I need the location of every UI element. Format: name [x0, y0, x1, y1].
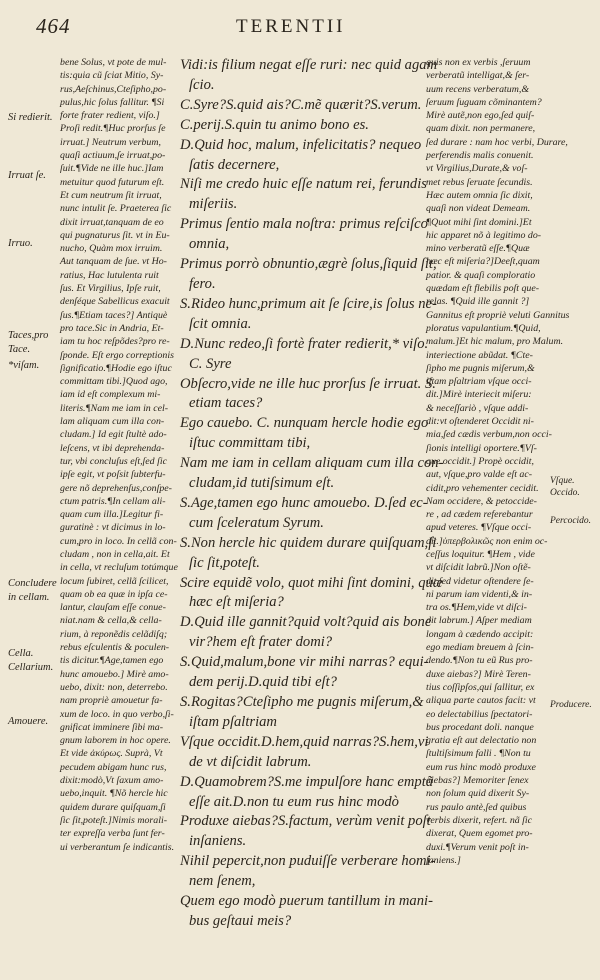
margin-note: Vſque.: [550, 476, 575, 486]
verse-line: D.Nunc redeo,ſi fortè frater redierit,* viſo.: [180, 335, 429, 352]
commentary-line: verbis dixerit, refert. nã ſic: [426, 814, 533, 826]
commentary-line: lam aliquam cum illa con-: [60, 416, 165, 428]
commentary-line: Gannitus eſt propriè veluti Gannitus: [426, 309, 570, 321]
verse-line: miſeriis.: [189, 196, 238, 213]
commentary-line: hæc eſt miſeria?]Deeſt,quam: [426, 256, 540, 268]
running-head: TERENTII: [236, 16, 346, 37]
commentary-line: guratinè : vt dicimus in lo-: [60, 522, 166, 534]
commentary-line: ni parum iam videnti,& in-: [426, 588, 533, 600]
commentary-line: mia,ſed cædis verbum,non occi-: [426, 429, 552, 441]
commentary-line: ego mediam breuem à ſcin-: [426, 642, 534, 654]
verse-line: Vidi:is filium negat eſſe ruri: nec quid agam: [180, 57, 438, 73]
commentary-line: re , ad cædem referebantur: [426, 509, 533, 521]
verse-line: Vſque occidit.D.hem,quid narras?S.hem,vi: [180, 733, 429, 750]
commentary-line: que occidit.] Propè occidit,: [426, 455, 534, 467]
commentary-line: duxi.¶Verum venit poſt in-: [426, 841, 529, 853]
commentary-line: bene Solus, vt pote de mul-: [60, 57, 167, 68]
commentary-line: ſus. Et Virgilius, Ipſe ruit,: [60, 283, 161, 295]
verse-line: etiam taces?: [189, 395, 263, 412]
commentary-line: uebo,inquit. ¶Nõ hercle hic: [60, 788, 168, 800]
commentary-line: ſaniens.]: [426, 854, 461, 866]
commentary-line: dit.]ὑπερβολικῶς non enim oc-: [426, 535, 548, 547]
commentary-line: aliqua parte cautos facit: vt: [426, 695, 536, 707]
verse-line: iſtam pſaltriam: [189, 713, 277, 730]
commentary-line: quis non ex verbis ,ſeruum: [426, 57, 531, 68]
margin-note: Amouere.: [8, 716, 49, 727]
commentary-line: rus paulo antè,ſed quibus: [426, 801, 527, 813]
verse-line: Produxe aiebas?S.factum, verùm venit poſt: [180, 813, 431, 830]
page-header: [0, 14, 600, 50]
commentary-line: in cella, vt recluſum totúmque: [60, 562, 178, 574]
commentary-line: hunc amouebo.] Mirè amo-: [60, 668, 169, 680]
commentary-line: cludam , non in cella,ait. Et: [60, 548, 170, 560]
commentary-line: iam id eſt complexum mi-: [60, 389, 161, 401]
commentary-line: dixit irruat,tanquam de eo: [60, 216, 164, 228]
commentary-line: cidit,pro vehementer cecidit.: [426, 482, 539, 494]
commentary-line: xum de loco. in quo verbo,ſi-: [60, 708, 174, 720]
commentary-line: dit labrum.] Aſper mediam: [426, 615, 532, 627]
commentary-line: gnum laborem in hoc opere.: [60, 735, 171, 747]
commentary-line: Et vide ἀκύρως. Suprà, Vt: [60, 748, 163, 760]
commentary-line: uebo, dixit: non, deterrebo.: [60, 681, 168, 693]
commentary-line: duxe aiebas?] Mirè Teren-: [426, 668, 531, 680]
commentary-line: rus,Aeſchinus,Cteſipho,po-: [60, 83, 167, 95]
commentary-line: ſeruum ſuguam cõminantem?: [426, 96, 542, 108]
verse-line: hæc eſt miſeria?: [189, 594, 284, 611]
commentary-line: ſic ſit,poteſt.]Nimis morali-: [60, 814, 167, 826]
commentary-line: mino verberatũ eſſe.¶Quæ: [426, 243, 530, 255]
commentary-line: gere nõ deprehenſus,conſpe-: [60, 482, 172, 494]
commentary-line: tur, vbi concluſus eſt,ſed ſic: [60, 455, 167, 467]
margin-note: Percocido.: [550, 516, 592, 526]
commentary-line: eo delectabilius ſpectatori-: [426, 708, 533, 720]
verse-line: cum ſceleratum Syrum.: [189, 514, 324, 531]
verse-line: C.perij.S.quin tu animo bono es.: [180, 116, 369, 133]
commentary-line: aut, vſque,pro valde eſt ac-: [426, 469, 533, 481]
commentary-line: non ſolum quid dixerit Sy-: [426, 788, 530, 800]
margin-note: Irruat ſe.: [8, 170, 46, 181]
commentary-line: Hæc autem omnia ſic dixit,: [426, 189, 533, 201]
commentary-line: ſuit.¶Vide ne ille huc.]Iam: [60, 163, 164, 175]
commentary-line: vt diſcidit labrũ.]Non oſtẽ-: [426, 562, 531, 574]
commentary-line: nunc intulit ſe. Praeterea ſic: [60, 203, 172, 215]
commentary-line: ceſſus loquitur. ¶Hem , vide: [426, 548, 535, 560]
commentary-line: dit.]Mirè interiecit miſeru:: [426, 389, 532, 401]
verse-line: S.Rogitas?Cteſipho me pugnis miſerum,&: [180, 694, 424, 710]
commentary-line: bus procedant doli. nanque: [426, 721, 534, 733]
verse-line: fero.: [189, 275, 216, 292]
verse-line: C. Syre: [189, 355, 232, 372]
verse-line: Quem ego modò puerum tantillum in mani-: [180, 893, 433, 910]
margin-note: Occido.: [550, 488, 580, 498]
verse-line: Scire equidẽ volo, quot mihi ſint domini, quæ: [180, 574, 443, 591]
margin-note: Cella.: [8, 648, 34, 659]
commentary-line: ¶Quot mihi ſint domini.]Et: [426, 216, 532, 228]
commentary-line: dit:vt oſtenderet Occidit ni-: [426, 416, 534, 428]
commentary-line: quam cum illa.]Legitur fi-: [60, 509, 164, 521]
commentary-line: tius coſſipſos,qui ſallitur, ex: [426, 681, 535, 693]
commentary-line: pecudem abigam hunc rus,: [60, 761, 167, 773]
commentary-line: malum.]Et hic malum, pro Malum.: [426, 336, 564, 348]
verse-line: cludam,id tutiſsimum eſt.: [189, 475, 335, 492]
commentary-line: Proſi redit.¶Huc prorſus ſe: [60, 123, 166, 135]
margin-note: Concludere: [8, 578, 57, 589]
commentary-line: locum ſubiret, cellã ſcilicet,: [60, 575, 169, 587]
commentary-line: cum,pro in loco. In cellã con-: [60, 535, 177, 547]
commentary-line: qui pugnaturus ſit. vt in Eu-: [60, 229, 170, 241]
verse-line: Nihil pepercit,non puduiſſe verberare homi-: [180, 853, 436, 870]
verse-line: vir?hem eſt frater domi?: [189, 634, 333, 651]
commentary-line: Aut tanquam de ſue. vt Ho-: [60, 256, 167, 268]
commentary-line: tis dicitur.¶Age,tamen ego: [60, 655, 164, 667]
verse-line: S.Non hercle hic quidem durare quiſquam,ſi: [180, 534, 437, 551]
commentary-line: & neceſſariò , vſque addi-: [426, 402, 529, 414]
page-number: 464: [36, 14, 71, 38]
verse-line: S.Quid,malum,bone vir mihi narras? equi-: [180, 654, 429, 671]
commentary-line: quidem durare quiſquam,ſi: [60, 801, 166, 813]
commentary-line: perferendis malis conuenit.: [426, 150, 534, 162]
commentary-line: committam tibi.]Quod ago,: [60, 376, 168, 388]
verse-line: ſatis decernere,: [189, 156, 280, 173]
commentary-line: metuitur quod futurum eſt.: [60, 176, 165, 188]
commentary-line: eum rus hinc modò produxe: [426, 761, 536, 773]
commentary-line: uum recens verberatum,&: [426, 83, 530, 95]
verse-line: bus geſtaui meis?: [189, 912, 292, 929]
commentary-line: vt Virgilius,Durate,& voſ-: [426, 163, 528, 175]
commentary-line: dendo.¶Non tu eũ Rus pro-: [426, 655, 533, 667]
commentary-line: dixit:modò,Vt ſaxum amo-: [60, 775, 164, 787]
commentary-line: interiectione abũdat. ¶Cte-: [426, 349, 533, 361]
commentary-line: dit,ſed videtur oſtendere ſe-: [426, 575, 534, 587]
commentary-line: ſed durare : nam hoc verbi, Durare,: [426, 136, 568, 148]
commentary-line: hic apparet nõ à legitimo do-: [426, 229, 542, 241]
verse-line: D.Quamobrem?S.me impulſore hanc emptã: [180, 773, 434, 790]
commentary-line: leſcens, vt ibi deprehenda-: [60, 442, 165, 454]
verse-line: Ego cauebo. C. nunquam hercle hodie ego: [180, 415, 429, 432]
commentary-line: aiebas?] Memoriter ſenex: [426, 775, 529, 787]
commentary-line: quaſi actiuum,ſe irruat,po-: [60, 150, 166, 162]
commentary-line: nucho, Quàm mox irruim.: [60, 243, 163, 255]
margin-note: *viſam.: [8, 360, 40, 371]
commentary-line: ui verberantum ſe indicantis.: [60, 841, 175, 853]
margin-note: in cellam.: [8, 592, 50, 603]
commentary-line: iam tu hoc reſpõdes?pro re-: [60, 336, 170, 348]
commentary-line: ſus.¶Etiam taces?] Antiquè: [60, 309, 168, 321]
verse-line: S.Rideo hunc,primum ait ſe ſcire,is ſolus ne-: [180, 295, 437, 312]
verse-line: ſcit omnia.: [189, 315, 252, 332]
commentary-line: quaſi non videat Demeam.: [426, 203, 531, 215]
commentary-line: quædam eſt flebilis poſt que-: [426, 283, 540, 295]
verse-line: inſaniens.: [189, 833, 247, 850]
commentary-line: rebus eſculentis & poculen-: [60, 642, 170, 654]
verse-line: D.Quid ille gannit?quid volt?quid ais bone: [180, 614, 432, 631]
margin-note: Cellarium.: [8, 662, 54, 673]
verse-line: ſic ſit,poteſt.: [189, 554, 260, 571]
commentary-line: Nam occidere, & petoccide-: [426, 495, 537, 507]
verse-line: eſſe ait.D.non tu eum rus hinc modò: [189, 793, 399, 810]
margin-note: Producere.: [550, 700, 592, 710]
commentary-line: ſipho me pugnis miſerum,&: [426, 362, 535, 374]
commentary-line: verberatũ intelligat,& ſer-: [426, 70, 530, 82]
commentary-line: ſtultiſsimum falli . ¶Non tu: [426, 748, 531, 760]
commentary-line: gnificat imminere ſibi ma-: [60, 721, 164, 733]
commentary-line: Et cum neutrum ſit irruat,: [60, 189, 162, 201]
commentary-line: met rebus ſeruate ſecundis.: [426, 176, 533, 188]
verse-line: iſtuc committam tibi,: [189, 435, 311, 452]
margin-note: Si redierit.: [8, 112, 53, 123]
verse-line: C.Syre?S.quid ais?C.mẽ quærit?S.verum.: [180, 96, 422, 113]
verse-line: omnia,: [189, 236, 230, 253]
commentary-line: apud veteres. ¶Vſque occi-: [426, 522, 532, 534]
verse-line: de vt diſcidit labrum.: [189, 753, 312, 770]
commentary-line: quam ob ea quæ in ipſa ce-: [60, 588, 168, 600]
margin-note: Tace.: [8, 344, 31, 355]
verse-line: Primus ſentio mala noſtra: primus reſciſco: [180, 216, 428, 233]
commentary-line: niat.nam & cella,& cella-: [60, 615, 162, 627]
commentary-line: ſponde. Eſt ergo correptionis: [60, 349, 174, 361]
commentary-line: iſtam pſaltriam vſque occi-: [426, 376, 532, 388]
commentary-line: ploratus vapulantium.¶Quid,: [426, 322, 541, 334]
commentary-line: ſignificatio.¶Hodie ego iſtuc: [60, 362, 172, 374]
commentary-line: quam dixit. non permanere,: [426, 123, 536, 135]
commentary-line: lantur, clauſam eſſe conue-: [60, 602, 166, 614]
commentary-line: ipſe egit, vt poſsit ſubterfu-: [60, 469, 166, 481]
commentary-line: ctum patris.¶In cellam ali-: [60, 495, 166, 507]
verse-line: Obſecro,vide ne ille huc prorſus ſe irruat. S.: [180, 375, 436, 392]
commentary-line: longam à cædendo accipit:: [426, 628, 534, 640]
verse-line: S.Age,tamen ego hunc amouebo. D.ſed ec-: [180, 494, 428, 511]
commentary-line: tra os.¶Hem,vide vt diſci-: [426, 602, 527, 614]
commentary-line: irruat.] Neutrum verbum,: [60, 136, 161, 148]
commentary-line: gratia eſt aut delectatio non: [426, 735, 537, 747]
main-text-column: [180, 56, 444, 932]
margin-note: Irruo.: [8, 238, 33, 249]
commentary-line: rium, à reponẽdis celãdiſq;: [60, 628, 168, 640]
commentary-line: literis.¶Nam me iam in cel-: [60, 402, 169, 414]
verse-line: dem perij.D.quid tibi eſt?: [189, 674, 337, 691]
margin-note: Taces,pro: [8, 330, 49, 341]
commentary-line: dixerat, Quem egomet pro-: [426, 828, 533, 840]
commentary-line: pro tace.Sic in Andria, Et-: [60, 322, 164, 334]
verse-line: D.Quid hoc, malum, infelicitatis? nequeo: [180, 136, 422, 153]
commentary-line: ter expreſſa verba ſunt fer-: [60, 828, 165, 840]
commentary-line: forte frater redient, viſo.]: [60, 110, 160, 122]
verse-line: ſcio.: [189, 76, 215, 93]
verse-line: Niſi me credo huic eſſe natum rei, ferundis: [180, 176, 427, 193]
commentary-line: pulus,hic ſolus fallitur. ¶Si: [60, 96, 165, 108]
left-commentary-column: [60, 56, 178, 854]
verse-line: nem ſenem,: [189, 873, 256, 890]
commentary-line: ratius, Hac lutulenta ruit: [60, 269, 159, 281]
commentary-line: tis:quia cũ ſciat Mitio, Sy-: [60, 70, 164, 82]
verse-line: Nam me iam in cellam aliquam cum illa con-: [180, 455, 444, 472]
commentary-line: relas. ¶Quid ille gannit ?]: [426, 296, 530, 308]
commentary-line: denſéque Sabellicus exacuit: [60, 296, 170, 308]
verse-line: Primus porrò obnuntio,ægrè ſolus,ſiquid ſit,: [180, 256, 437, 273]
commentary-line: cludam.] Id egit ſtultè ado-: [60, 429, 167, 441]
commentary-line: patior. & quaſi comploratio: [426, 269, 536, 281]
commentary-line: Mirè autẽ,non ego,ſed quiſ-: [426, 110, 535, 122]
commentary-line: nam propriè amouetur fa-: [60, 695, 163, 707]
commentary-line: ſionis intelligi oportere.¶Vſ-: [426, 442, 537, 454]
